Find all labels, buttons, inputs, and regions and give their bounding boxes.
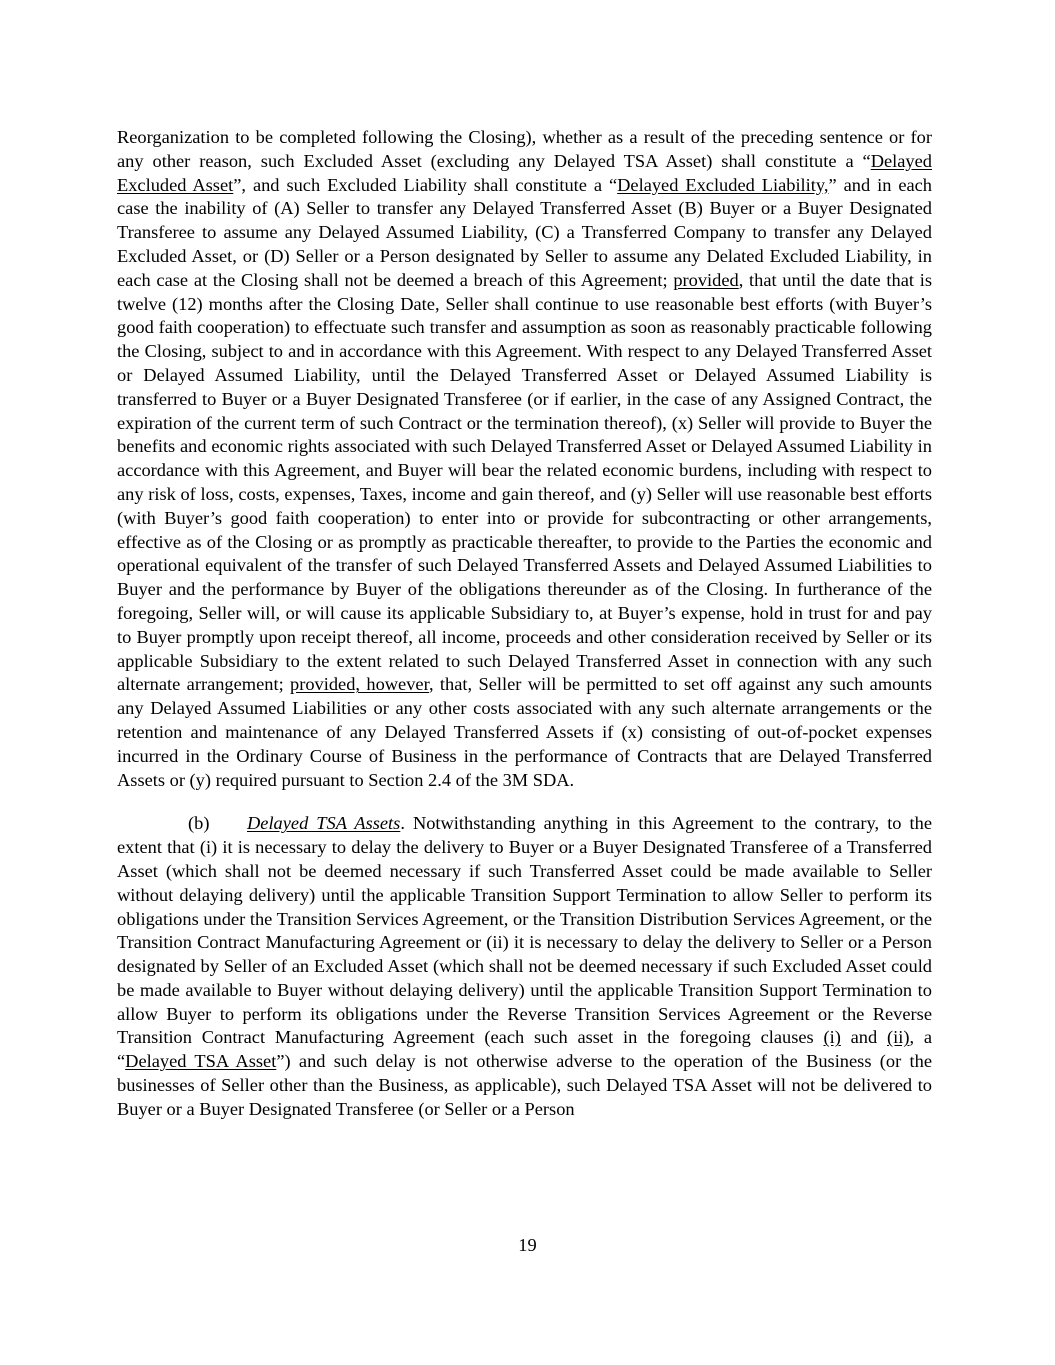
defined-term-delayed-tsa-asset: Delayed TSA Asset — [125, 1051, 277, 1072]
document-body — [117, 126, 932, 1122]
page-number: 19 — [518, 1235, 537, 1255]
clause-label: (b) — [188, 813, 210, 834]
text-run: ”) and such delay is not otherwise adverse to the operation of the Business (or the businesses of Seller other than the Business, as applicable), such Delayed TSA Asset will not be delivered to Buyer or a Buyer Designated Transferee (or Seller or a Person — [117, 1051, 932, 1119]
provided-term: provided — [673, 269, 739, 290]
text-run: Reorganization to be completed following the Closing), whether as a result of the preceding sentence or for any other reason, such Excluded Asset (excluding any Delayed TSA Asset) shall constitute a “ — [117, 127, 932, 171]
clause-reference-ii: (ii) — [886, 1027, 910, 1048]
defined-term-delayed-excluded-asset: Delayed Excluded Asset — [117, 150, 932, 195]
provided-however-term: provided, however — [290, 674, 429, 695]
text-run: ”, and such Excluded Liability shall constitute a “ — [233, 174, 618, 195]
paragraph-delayed-excluded-assets — [117, 126, 932, 792]
paragraph-delayed-tsa-assets — [117, 812, 932, 1121]
text-run: ” and in each case the inability of (A) Seller to transfer any Delayed Transferred Asset (B) Buyer or a Buyer Designated Transferee to assume any Delayed Assumed Liability, (C) a Transferred Company to transfer any Delayed Excluded Asset, or (D) Seller or a Person designated by Seller to assume any Delated Excluded Liability, in each case at the Closing shall not be deemed a breach of this Agreement; — [117, 174, 933, 290]
text-run: , that, Seller will be permitted to set off against any such amounts any Delayed Assumed Liabilities or any other costs associated with any such alternate arrangements or the retention and maintenance of any Delayed Transferred Assets if (x) consisting of out-of-pocket expenses incurred in the Ordinary Course of Business in the performance of Contracts that are Delayed Transferred Assets or (y) required pursuant to Section 2.4 of the 3M SDA. — [117, 674, 932, 790]
defined-term-delayed-excluded-liability: Delayed Excluded Liability, — [617, 174, 829, 195]
clause-reference-i: (i) — [823, 1027, 841, 1048]
text-run: . Notwithstanding anything in this Agreement to the contrary, to the extent that (i) it is necessary to delay the delivery to Buyer or a Buyer Designated Transferee of a Transferred Asset (which shall not be deemed necessary if such Transferred Asset could be made available to Seller without delaying delivery) until the applicable Transition Support Termination to allow Seller to perform its obligations under the Transition Services Agreement, or the Transition Distribution Services Agreement, or the Transition Contract Manufacturing Agreement or (ii) it is necessary to delay the delivery to Seller or a Person designated by Seller of an Excluded Asset (which shall not be deemed necessary if such Excluded Asset could be made available to Buyer without delaying delivery) until the applicable Transition Support Termination to allow Buyer to perform its obligations under the Reverse Transition Services Agreement or the Reverse Transition Contract Manufacturing Agreement (each such asset in the foregoing clauses — [117, 813, 932, 1048]
text-run: and — [840, 1027, 887, 1048]
section-heading-delayed-tsa-assets: Delayed TSA Assets — [247, 813, 401, 834]
text-run: , a “ — [117, 1027, 932, 1072]
text-run: , that until the date that is twelve (12) months after the Closing Date, Seller shall continue to use reasonable best efforts (with Buyer’s good faith cooperation) to effectuate such transfer and assumption as soon as reasonably practicable following the Closing, subject to and in accordance with this Agreement. With respect to any Delayed Transferred Asset or Delayed Assumed Liability, until the Delayed Transferred Asset or Delayed Assumed Liability is transferred to Buyer or a Buyer Designated Transferee (or if earlier, in the case of any Assigned Contract, the expiration of the current term of such Contract or the termination thereof), (x) Seller will provide to Buyer the benefits and economic rights associated with such Delayed Transferred Asset or Delayed Assumed Liability in accordance with this Agreement, and Buyer will bear the related economic burdens, including with respect to any risk of loss, costs, expenses, Taxes, income and gain thereof, and (y) Seller will use reasonable best efforts (with Buyer’s good faith cooperation) to enter into or provide for subcontracting or other arrangements, effective as of the Closing or as promptly as practicable thereafter, to provide to the Parties the economic and operational equivalent of the transfer of such Delayed Transferred Assets and Delayed Assumed Liabilities to Buyer and the performance by Buyer of the obligations thereunder as of the Closing. In furtherance of the foregoing, Seller will, or will cause its applicable Subsidiary to, at Buyer’s expense, hold in trust for and pay to Buyer promptly upon receipt thereof, all income, proceeds and other consideration received by Seller or its applicable Subsidiary to the extent related to such Delayed Transferred Asset in connection with any such alternate arrangement; — [117, 269, 932, 695]
